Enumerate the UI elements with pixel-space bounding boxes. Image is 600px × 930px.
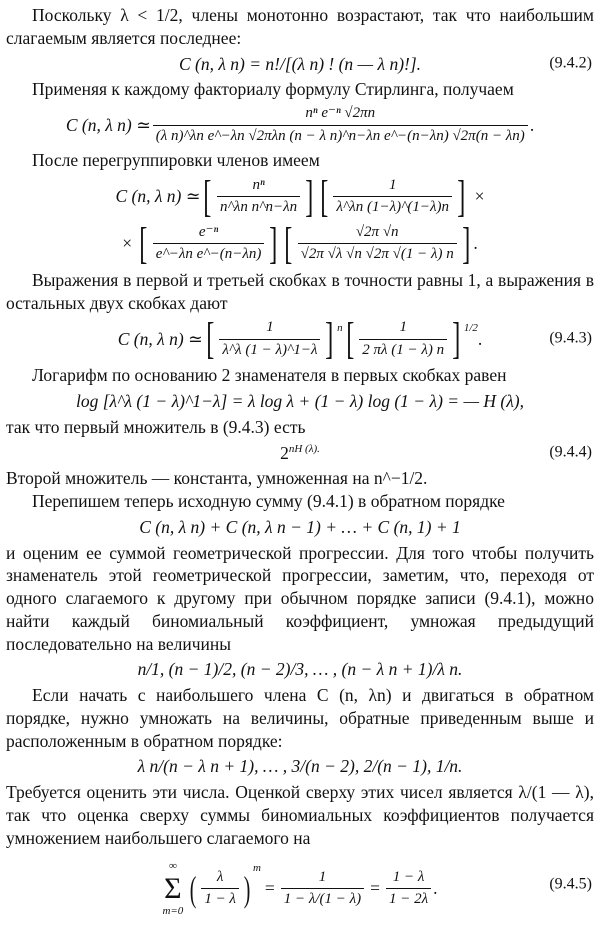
regroup-factor-2 — [333, 176, 452, 218]
equation-9-4-4-exponent: nH (λ). — [288, 442, 320, 455]
regroup-factor-3 — [153, 223, 265, 265]
summation-sign — [162, 859, 183, 918]
equation-9-4-3-factor-2 — [359, 318, 447, 360]
equation-9-4-5-result-denominator: 1 − 2λ — [386, 888, 431, 910]
equation-9-4-4 — [6, 442, 594, 465]
paragraph-10: Если начать с наибольшего члена C (n, λn) и двигаться в обратном порядке, нужно умножать на величины, обратные приведенным выше и расположенным в обратном порядке: — [6, 685, 594, 751]
regroup-factor-3-numerator: e⁻ⁿ — [198, 223, 219, 240]
equation-log-body: log [λ^λ (1 − λ)^1−λ] = λ log λ + (1 − λ) log (1 − λ) = — H (λ), — [75, 391, 525, 411]
paragraph-5: Логарифм по основанию 2 знаменателя в первых скобках равен — [32, 365, 507, 386]
equation-9-4-5-middle — [281, 868, 364, 910]
equation-sequence-1-body: n/1, (n − 1)/2, (n − 2)/3, … , (n − λ n + 1)/λ n. — [137, 659, 463, 680]
equation-9-4-5-middle-numerator: 1 — [318, 868, 327, 885]
equation-sequence-2 — [6, 755, 594, 778]
paragraph-9: и оценим ее суммой геометрической прогрессии. Для того чтобы получить знаменатель этой геометрической прогрессии, заметим, что, переходя от одного слагаемого к другому при обычном порядке записи (9.4.1), можно найти каждый биномиальный коэффициент, умножая предыдущий последовательно на величины — [6, 542, 594, 654]
equation-9-4-4-base: 2 — [280, 442, 289, 463]
paragraph-11: Требуется оценить эти числа. Оценкой сверху этих чисел является λ/(1 — λ), так что оценка сверху суммы биномиальных коэффициентов получается умножением наибольшего слагаемого на — [6, 782, 594, 848]
regroup-factor-1-denominator: n^λn n^n−λn — [217, 196, 300, 218]
equation-9-4-3-lhs: C (n, λ n) ≃ — [117, 328, 203, 349]
equation-regroup-line-1: C (n, λ n) ≃ [ $\frac{\text{nⁿ}}{\text{n\textasciicircum{}λn n\textasciicircum{}n−λn}}$ ] [ $\frac{1}{\lambda\^{}\lambda n (1-\lambda)\^{}(1-\lambda)n}$ ] × — [115, 171, 485, 221]
equation-9-4-3-factor-1 — [219, 318, 320, 360]
equation-regroup-line-2: × [ $\frac{\text{e⁻ⁿ}}{\text{e\textasciicircum{}−λn e\textasciicircum{}−(n−λn)}}$ ] [ $\frac{√2\pi √n}{√2\pi √\lambda √n √2\pi √(1 - \lambda) n}$ ] . — [122, 218, 478, 268]
regroup-factor-3-denominator: e^−λn e^−(n−λn) — [153, 243, 265, 265]
stirling-numerator: nⁿ e⁻ⁿ √2πn — [305, 105, 376, 121]
equation-9-4-3-exponent-2: 1/2 — [463, 322, 478, 335]
regroup-factor-4-numerator: √2π √n — [355, 223, 399, 240]
paragraph-4: Выражения в первой и третьей скобках в точности равны 1, а выражения в остальных двух скобках дают — [6, 269, 594, 313]
regroup-factor-4-denominator: √2π √λ √n √2π √(1 − λ) n — [298, 243, 457, 265]
equation-9-4-5-exponent: m — [252, 862, 261, 875]
regroup-factor-2-numerator: 1 — [388, 176, 397, 193]
equation-number-9-4-5: (9.4.5) — [549, 875, 592, 893]
regroup-factor-1-numerator: nⁿ — [252, 176, 265, 193]
paragraph-3: После перегруппировки членов имеем — [32, 150, 320, 170]
equation-number-9-4-3: (9.4.3) — [549, 329, 592, 347]
times-sign-2: × — [122, 233, 133, 254]
equation-9-4-3-factor-1-numerator: 1 — [266, 319, 274, 336]
regroup-factor-1 — [217, 176, 300, 218]
equation-stirling: C (n, λ n) ≃ $\frac{\text{nⁿ e⁻ⁿ √2πn}}{\text{(λ n)\textasciicircum{}λn e\textasciicircum{}−λn √2πλn (n − λ n)\textasciicircum{}n−λn e\textasciicircum{}−(n−λn) √2π(n − λn)}}$ . — [6, 104, 594, 146]
equation-9-4-2 — [6, 53, 594, 76]
equation-9-4-3-factor-2-denominator: 2 πλ (1 − λ) n — [359, 339, 447, 361]
equation-9-4-5: ∞ Σ m=0 ( $\frac{\lambda}{1 - \lambda}$ ) $^m$ = $\frac{1}{1 - \lambda/(1 - \lambda)}$ = $\frac{1 - \lambda}{1 - 2\lambda}$ . (9.4.5) — [162, 860, 592, 917]
equation-number-9-4-2: (9.4.2) — [549, 54, 592, 72]
equation-9-4-5-result — [386, 868, 431, 910]
equation-9-4-3-factor-2-numerator: 1 — [399, 319, 407, 336]
paragraph-8: Перепишем теперь исходную сумму (9.4.1) в обратном порядке — [32, 491, 505, 511]
equation-9-4-5-ratio — [201, 868, 239, 910]
book-page — [6, 4, 594, 921]
equation-9-4-5-ratio-denominator: 1 − λ — [201, 888, 239, 910]
summation-symbol: Σ — [164, 871, 182, 905]
equation-reverse-sum-body: C (n, λ n) + C (n, λ n − 1) + … + C (n, 1) + 1 — [139, 516, 461, 537]
equation-9-4-5-result-numerator: 1 − λ — [392, 868, 425, 885]
equation-log — [6, 390, 594, 413]
stirling-denominator: (λ n)^λn e^−λn √2πλn (n − λ n)^n−λn e^−(n−λn) √2π(n − λn) — [153, 125, 528, 147]
paragraph-2: Применяя к каждому факториалу формулу Стирлинга, получаем — [32, 79, 514, 100]
regroup-factor-2-denominator: λ^λn (1−λ)^(1−λ)n — [333, 196, 452, 218]
paragraph-1: Поскольку λ < 1/2, члены монотонно возрастают, так что наибольшим слагаемым является последнее: — [6, 5, 594, 48]
stirling-fraction — [153, 104, 528, 146]
stirling-lhs: C (n, λ n) ≃ — [65, 114, 151, 135]
equation-sequence-1 — [6, 658, 594, 681]
equation-9-4-3-factor-1-denominator: λ^λ (1 − λ)^1−λ — [219, 339, 320, 361]
equation-9-4-5-ratio-numerator: λ — [216, 868, 224, 885]
summation-upper-limit: ∞ — [168, 860, 177, 873]
times-sign-1: × — [474, 186, 485, 207]
equation-9-4-2-body: C (n, λ n) = n!/[(λ n) ! (n — λ n)!]. — [178, 53, 422, 74]
equation-9-4-3: C (n, λ n) ≃ [ $\frac{1}{\lambda\^{}\lambda (1 - \lambda)\^{}1-\lambda}$ ] $^n$ [ $\frac{1}{2 \pi\lambda (1 - \lambda) n}$ ] $^{1/2}$ . (9.4.3) — [117, 314, 592, 364]
summation-lower-limit: m=0 — [162, 904, 184, 917]
paragraph-7: Второй множитель — константа, умноженная на n^−1/2. — [6, 468, 428, 489]
regroup-factor-4 — [298, 223, 457, 265]
equation-sequence-2-body: λ n/(n − λ n + 1), … , 3/(n − 2), 2/(n − 1), 1/n. — [137, 756, 463, 777]
regroup-lhs: C (n, λ n) ≃ — [115, 186, 201, 207]
equation-9-4-5-middle-denominator: 1 − λ/(1 − λ) — [281, 888, 364, 910]
equation-number-9-4-4: (9.4.4) — [549, 443, 592, 461]
equation-reverse-sum — [6, 516, 594, 539]
paragraph-6: так что первый множитель в (9.4.3) есть — [6, 416, 306, 437]
equation-9-4-3-exponent-1: n — [337, 322, 343, 335]
